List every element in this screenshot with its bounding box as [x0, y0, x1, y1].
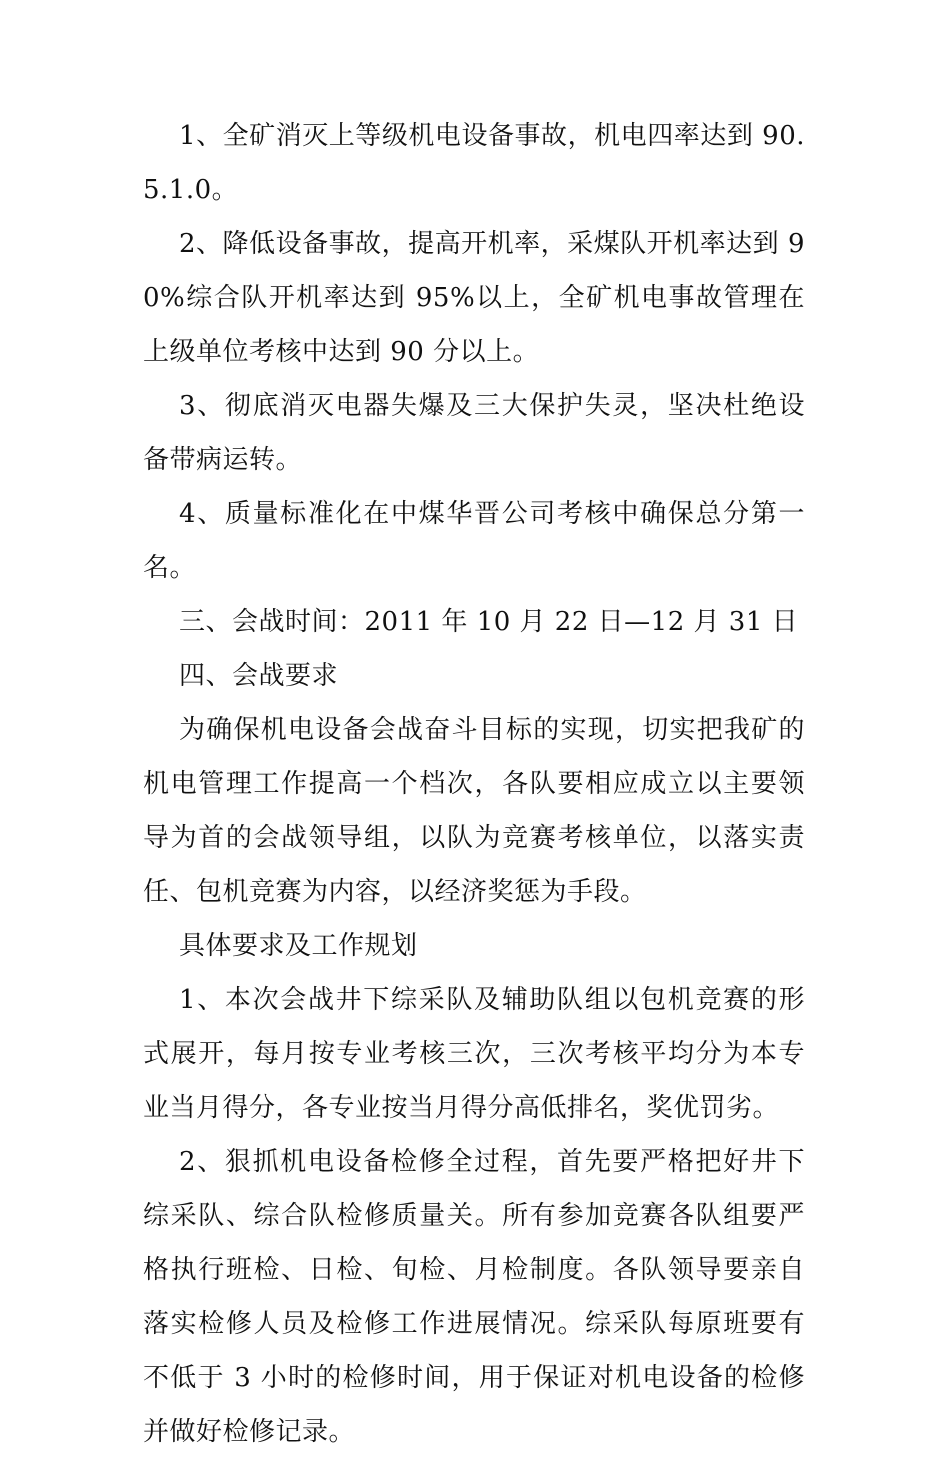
paragraph-requirement-1: 1、本次会战井下综采队及辅助队组以包机竞赛的形式展开，每月按专业考核三次，三次考核平均分为本专业当月得分，各专业按当月得分高低排名，奖优罚劣。	[143, 985, 805, 1123]
section-heading-campaign-requirements: 四、会战要求	[179, 661, 339, 691]
section-heading-campaign-time: 三、会战时间：2011 年 10 月 22 日—12 月 31 日	[179, 607, 799, 637]
document-body	[143, 109, 805, 1459]
subheading-specific-requirements: 具体要求及工作规划	[179, 931, 418, 961]
paragraph-goal-1: 1、全矿消灭上等级机电设备事故，机电四率达到 90.5.1.0。	[143, 121, 805, 205]
paragraph-requirement-2: 2、狠抓机电设备检修全过程，首先要严格把好井下综采队、综合队检修质量关。所有参加竞赛各队组要严格执行班检、日检、旬检、月检制度。各队领导要亲自落实检修人员及检修工作进展情况。综采队每原班要有不低于 3 小时的检修时间，用于保证对机电设备的检修并做好检修记录。	[143, 1147, 805, 1447]
paragraph-goal-4: 4、质量标准化在中煤华晋公司考核中确保总分第一名。	[143, 499, 805, 583]
paragraph-goal-2: 2、降低设备事故，提高开机率，采煤队开机率达到 90%综合队开机率达到 95%以上，全矿机电事故管理在上级单位考核中达到 90 分以上。	[143, 229, 805, 367]
paragraph-requirements-intro: 为确保机电设备会战奋斗目标的实现，切实把我矿的机电管理工作提高一个档次，各队要相应成立以主要领导为首的会战领导组，以队为竞赛考核单位，以落实责任、包机竞赛为内容，以经济奖惩为手段。	[143, 715, 805, 907]
paragraph-goal-3: 3、彻底消灭电器失爆及三大保护失灵，坚决杜绝设备带病运转。	[143, 391, 805, 475]
